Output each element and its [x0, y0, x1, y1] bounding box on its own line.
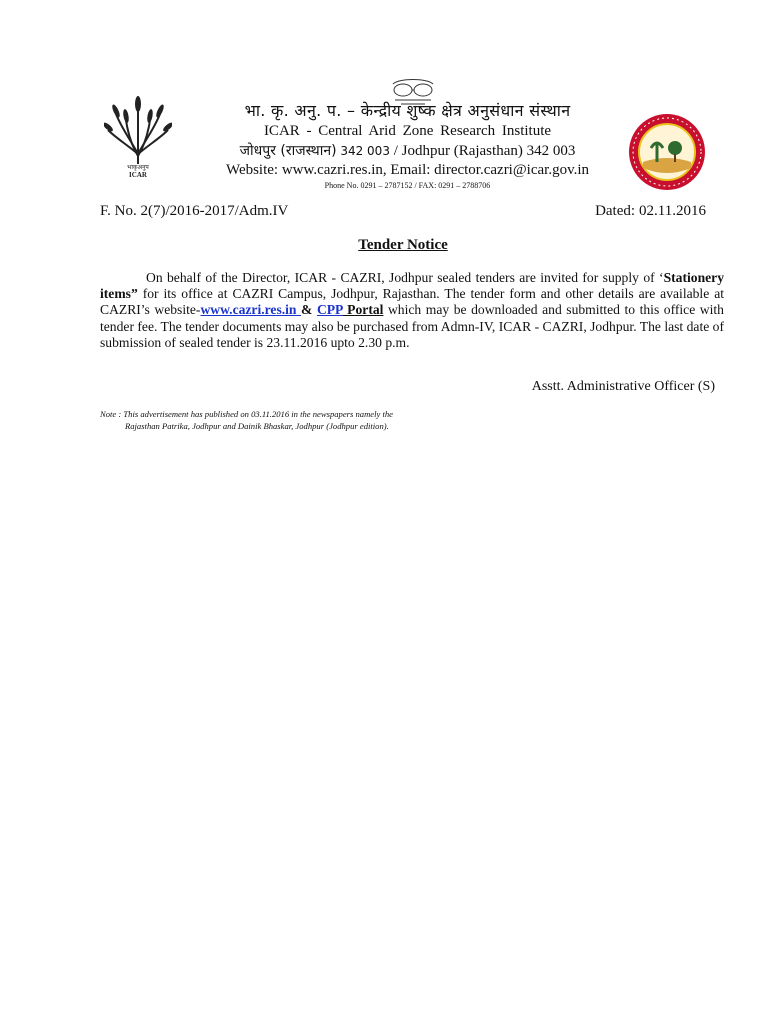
file-date-line	[100, 203, 706, 223]
institute-address	[180, 141, 635, 161]
advertisement-note	[100, 409, 500, 432]
wheat-sheaf-icon	[104, 94, 172, 166]
signature-designation: Asstt. Administrative Officer (S)	[531, 379, 715, 394]
item-name: Stationery items”	[100, 270, 724, 302]
date-block	[595, 203, 706, 220]
letterhead	[180, 100, 635, 192]
note-line-1: Note : This advertisement has published on 03.11.2016 in the newspapers namely the	[100, 409, 393, 419]
notice-body	[100, 270, 724, 351]
file-number: F. No. 2(7)/2016-2017/Adm.IV	[100, 203, 289, 219]
institute-name-english: ICAR - Central Arid Zone Research Institute	[263, 123, 552, 139]
body-text-1: On behalf of the Director, ICAR - CAZRI, Jodhpur sealed tenders are invited for supply of ‘	[146, 270, 664, 285]
address-pin-hindi: 342 003	[340, 144, 390, 158]
body-text-2: for its office at CAZRI Campus, Jodhpur, Rajasthan. The tender form and other details are available at CAZRI’s website-	[100, 286, 724, 318]
cazri-seal-logo	[627, 112, 707, 192]
ampersand: &	[301, 302, 317, 318]
note-line-2: Rajasthan Patrika, Jodhpur and Dainik Bhaskar, Jodhpur (Jodhpur edition).	[125, 420, 389, 431]
institute-name-hindi: भा. कृ. अनु. प. – केन्द्रीय शुष्क क्षेत्र अनुसंधान संस्थान	[244, 101, 571, 120]
icar-logo	[104, 94, 172, 186]
logo-caption-hindi: भाकृअनुप	[127, 164, 149, 171]
notice-title: Tender Notice	[358, 237, 448, 253]
body-text-3: which may be downloaded and submitted to this office with tender fee. The tender documents may also be purchased from Admn-IV, ICAR - CAZRI, Jodhpur. The last date of submission of sealed tender is 23.11.2016 upto 2.30 p.m.	[100, 302, 724, 350]
logo-caption: ICAR	[129, 171, 147, 179]
phone-fax-line: Phone No. 0291 – 2787152 / FAX: 0291 – 2788706	[324, 181, 491, 190]
address-hindi: जोधपुर (राजस्थान)	[239, 143, 337, 159]
address-english: / Jodhpur (Rajasthan) 342 003	[393, 143, 576, 159]
dated-value: 02.11.2016	[639, 203, 706, 219]
website-link[interactable]: www.cazri.res.in	[200, 302, 302, 318]
cpp-link[interactable]: CPP	[316, 302, 343, 318]
portal-text: Portal	[342, 302, 384, 318]
dated-label: Dated:	[595, 203, 636, 219]
website-email-line: Website: www.cazri.res.in, Email: director.cazri@icar.gov.in	[225, 162, 590, 178]
